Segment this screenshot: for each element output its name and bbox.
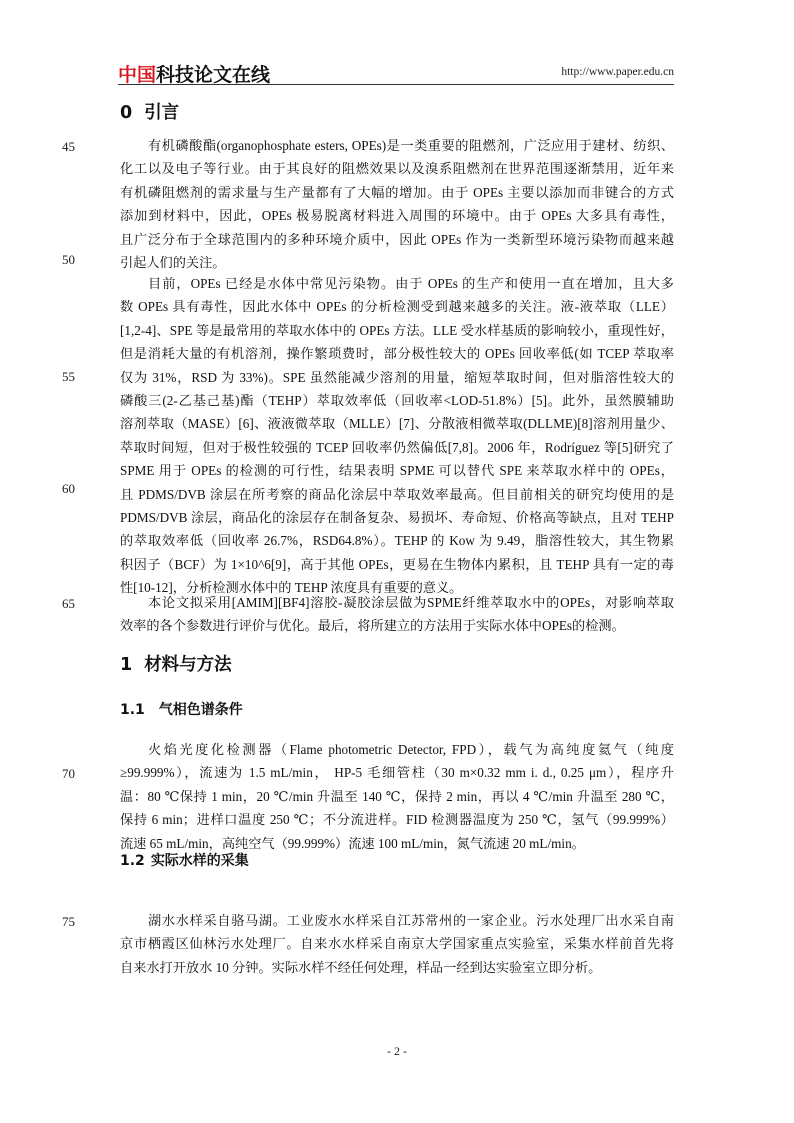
text-line: 的萃取效率低（回收率 26.7%，RSD64.8%）。TEHP 的 Kow 为 9.49，脂溶性较大，其生物累 bbox=[120, 533, 674, 549]
text-line: 京市栖霞区仙林污水处理厂。自来水水样采自南京大学国家重点实验室，采集水样前首先将 bbox=[120, 936, 674, 952]
text-line: 本论文拟采用[AMIM][BF4]溶胶-凝胶涂层做为SPME纤维萃取水中的OPEs，对影响萃取 bbox=[148, 595, 674, 610]
line-number: 50 bbox=[62, 252, 75, 267]
paragraph-intro-3 bbox=[120, 591, 674, 638]
line-number: 55 bbox=[62, 369, 75, 384]
subsection-heading-gc: 1.1 气相色谱条件 bbox=[120, 702, 243, 718]
text-line: 引起人们的关注。 bbox=[120, 254, 226, 270]
paragraph-sampling bbox=[120, 909, 674, 979]
section-heading-methods: 1 材料与方法 bbox=[120, 655, 232, 675]
header-divider bbox=[118, 84, 674, 85]
text-line: 萃取时间短，但对于极性较强的 TCEP 回收率仍然偏低[7,8]。2006 年，Rodríguez 等[5]研究了 bbox=[120, 439, 674, 455]
text-line: 仅为 31%，RSD 为 33%)。SPE 虽然能减少溶剂的用量，缩短萃取时间，但对脂溶性较大的 bbox=[120, 369, 674, 385]
text-line: ≥99.999%），流速为 1.5 mL/min， HP-5 毛细管柱（30 m×0.32 mm i. d., 0.25 μm），程序升 bbox=[120, 765, 674, 781]
journal-logo: 中国科技论文在线 bbox=[118, 64, 271, 86]
page-number: - 2 - bbox=[387, 1044, 407, 1058]
section-heading-intro: 0 引言 bbox=[120, 103, 180, 123]
text-line: 火焰光度化检测器（Flame photometric Detector, FPD），载气为高纯度氦气（纯度 bbox=[148, 742, 674, 757]
text-line: 性[10-12]，分析检测水体中的 TEHP 浓度具有重要的意义。 bbox=[120, 580, 463, 596]
line-number: 75 bbox=[62, 914, 75, 929]
text-line: 溶剂萃取（MASE）[6]、液液微萃取（MLLE）[7]、分散液相微萃取(DLLME)[8]溶剂用量少、 bbox=[120, 416, 674, 432]
text-line: SPME 用于 OPEs 的检测的可行性，结果表明 SPME 可以替代 SPE 来萃取水样中的 OPEs， bbox=[120, 463, 674, 479]
line-number: 45 bbox=[62, 139, 75, 154]
text-line: 化工以及电子等行业。由于其良好的阻燃效果以及溴系阻燃剂在世界范围逐渐禁用，近年来 bbox=[120, 161, 674, 177]
text-line: 积因子（BCF）为 1×10^6[9]，高于其他 OPEs，更易在生物体内累积，且 TEHP 具有一定的毒 bbox=[120, 556, 674, 572]
header-url[interactable]: http://www.paper.edu.cn bbox=[561, 66, 674, 78]
paragraph-gc-conditions bbox=[120, 738, 674, 855]
text-line: 保持 6 min；进样口温度 250 ℃；不分流进样。FID 检测器温度为 250 ℃，氢气（99.999%） bbox=[120, 812, 674, 828]
text-line: 且 PDMS/DVB 涂层在所考察的商品化涂层中萃取效率最高。但目前相关的研究均使用的是 bbox=[120, 486, 674, 502]
text-line: 磷酸三(2-乙基己基)酯（TEHP）萃取效率低（回收率<LOD-51.8%）[5]。此外，虽然膜辅助 bbox=[120, 392, 674, 408]
text-line: 目前，OPEs 已经是水体中常见污染物。由于 OPEs 的生产和使用一直在增加，且大多 bbox=[148, 276, 674, 291]
paragraph-intro-1 bbox=[120, 134, 674, 274]
text-line: 温：80 ℃保持 1 min，20 ℃/min 升温至 140 ℃，保持 2 min，再以 4 ℃/min 升温至 280 ℃， bbox=[120, 788, 674, 804]
text-line: 且广泛分布于全球范围内的多种环境介质中，因此 OPEs 作为一类新型环境污染物而越来越 bbox=[120, 231, 674, 247]
subsection-heading-sampling: 1.2 实际水样的采集 bbox=[120, 853, 249, 869]
text-line: [1,2-4]、SPE 等是最常用的萃取水体中的 OPEs 方法。LLE 受水样基质的影响较小，重现性好， bbox=[120, 322, 674, 338]
text-line: 有机磷酸酯(organophosphate esters, OPEs)是一类重要的阻燃剂，广泛应用于建材、纺织、 bbox=[148, 138, 674, 153]
line-number: 65 bbox=[62, 596, 75, 611]
text-line: PDMS/DVB 涂层，商品化的涂层存在制备复杂、易损坏、寿命短、价格高等缺点，且对 TEHP bbox=[120, 509, 674, 525]
text-line: 添加到材料中，因此，OPEs 极易脱离材料进入周围的环境中。由于 OPEs 大多具有毒性， bbox=[120, 208, 674, 224]
text-line: 湖水水样采自骆马湖。工业废水水样采自江苏常州的一家企业。污水处理厂出水采自南 bbox=[148, 913, 674, 928]
line-number: 60 bbox=[62, 481, 75, 496]
paragraph-intro-2 bbox=[120, 272, 674, 599]
text-line: 数 OPEs 具有毒性，因此水体中 OPEs 的分析检测受到越来越多的关注。液-液萃取（LLE） bbox=[120, 299, 674, 315]
text-line: 自来水打开放水 10 分钟。实际水样不经任何处理，样品一经到达实验室立即分析。 bbox=[120, 959, 602, 975]
text-line: 效率的各个参数进行评价与优化。最后，将所建立的方法用于实际水体中OPEs的检测。 bbox=[120, 618, 625, 634]
page-header bbox=[118, 58, 674, 86]
text-line: 但是消耗大量的有机溶剂，操作繁琐费时，部分极性较大的 OPEs 回收率低(如 TCEP 萃取率 bbox=[120, 346, 674, 362]
text-line: 有机磷阻燃剂的需求量与生产量都有了大幅的增加。由于 OPEs 主要以添加而非键合的方式 bbox=[120, 184, 674, 200]
text-line: 流速 65 mL/min，高纯空气（99.999%）流速 100 mL/min，氮气流速 20 mL/min。 bbox=[120, 835, 585, 851]
line-number: 70 bbox=[62, 766, 75, 781]
